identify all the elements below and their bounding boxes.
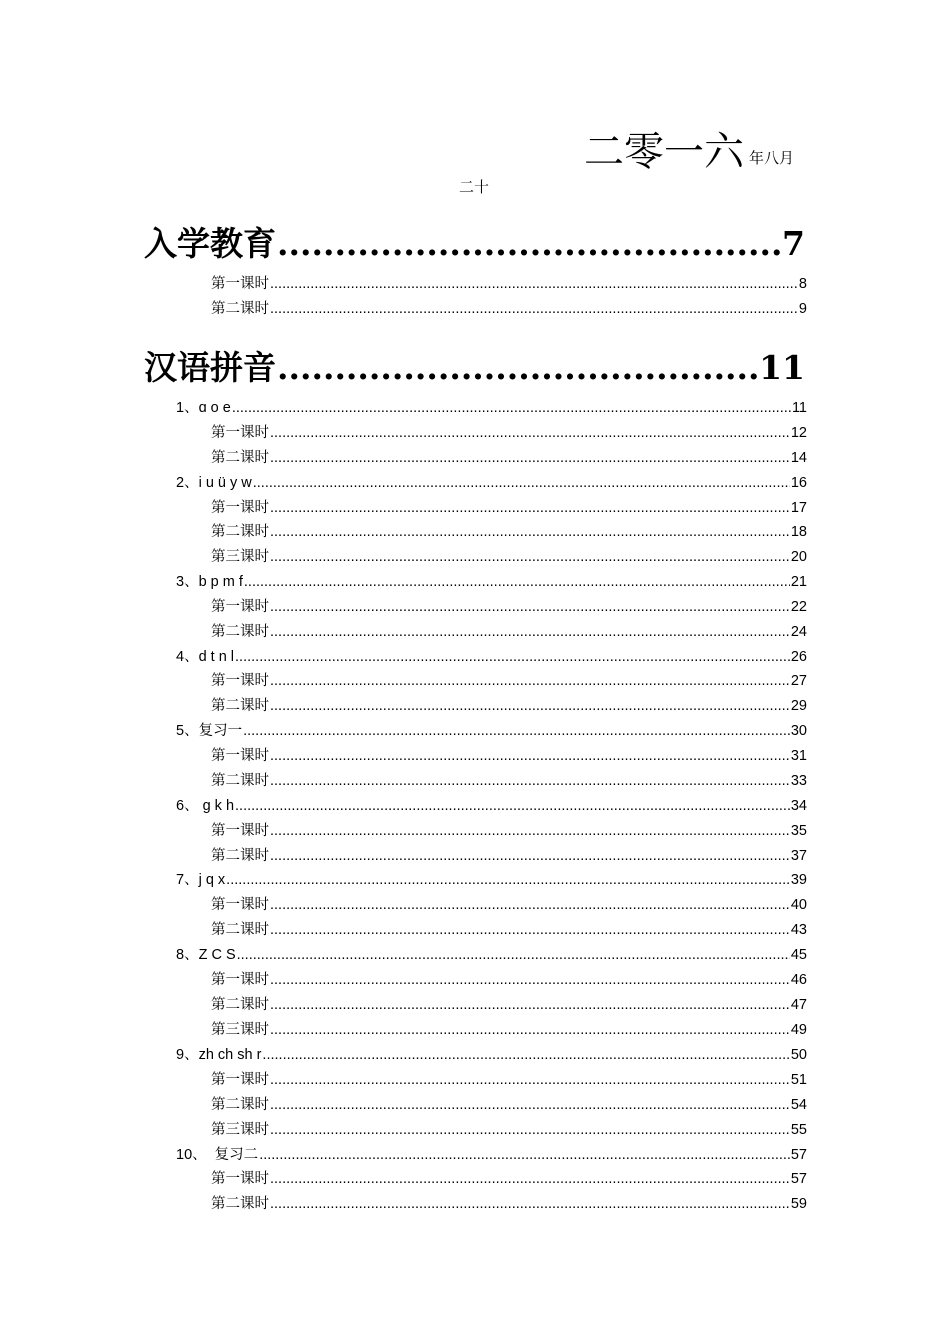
toc-lesson-title: 第一课时	[211, 897, 269, 913]
toc-lesson-page: 20	[790, 549, 807, 565]
toc-unit-title: 4、d t n l	[176, 649, 235, 665]
toc-lesson-page: 33	[790, 773, 807, 789]
toc-lesson-entry[interactable]	[211, 299, 807, 319]
toc-lesson-page: 18	[790, 524, 807, 540]
dot-leader	[270, 274, 798, 294]
toc-unit-title: 6、 ɡ k h	[176, 798, 235, 814]
toc-unit-page: 16	[790, 475, 807, 491]
toc-lesson-page: 31	[790, 748, 807, 764]
dot-leader	[270, 895, 790, 915]
toc-lesson-entry[interactable]	[211, 597, 807, 617]
toc-lesson-page: 29	[790, 698, 807, 714]
toc-lesson-entry[interactable]	[211, 821, 807, 841]
dot-leader	[226, 870, 790, 890]
toc-lesson-title: 第一课时	[211, 599, 269, 615]
toc-lesson-entry[interactable]	[211, 771, 807, 791]
toc-lesson-title: 第一课时	[211, 823, 269, 839]
toc-lesson-page: 37	[790, 848, 807, 864]
dot-leader	[232, 398, 791, 418]
dot-leader	[270, 547, 790, 567]
toc-unit-page: 11	[791, 400, 807, 416]
dot-leader	[270, 1120, 790, 1140]
toc-lesson-page: 35	[790, 823, 807, 839]
toc-lesson-page: 49	[790, 1022, 807, 1038]
toc-unit-entry[interactable]	[176, 945, 807, 965]
toc-lesson-title: 第三课时	[211, 549, 269, 565]
dot-leader	[270, 423, 790, 443]
dot-leader	[270, 1169, 790, 1189]
dot-leader	[277, 346, 758, 390]
toc-lesson-entry[interactable]	[211, 920, 807, 940]
toc-lesson-title: 第一课时	[211, 748, 269, 764]
toc-lesson-entry[interactable]	[211, 995, 807, 1015]
toc-lesson-page: 47	[790, 997, 807, 1013]
toc-lesson-entry[interactable]	[211, 1020, 807, 1040]
dot-leader	[270, 448, 790, 468]
toc-lesson-title: 第二课时	[211, 848, 269, 864]
dot-leader	[235, 796, 790, 816]
toc-heading-title: 汉语拼音	[144, 348, 276, 387]
toc-lesson-entry[interactable]	[211, 448, 807, 468]
dot-leader	[270, 1020, 790, 1040]
toc-heading-entry[interactable]	[144, 222, 805, 266]
toc-lesson-page: 17	[790, 500, 807, 516]
toc-lesson-title: 第二课时	[211, 1097, 269, 1113]
toc-lesson-title: 第一课时	[211, 276, 269, 292]
toc-lesson-entry[interactable]	[211, 522, 807, 542]
toc-lesson-entry[interactable]	[211, 671, 807, 691]
dot-leader	[270, 821, 790, 841]
dot-leader	[270, 622, 790, 642]
toc-lesson-entry[interactable]	[211, 1095, 807, 1115]
toc-lesson-title: 第一课时	[211, 425, 269, 441]
dot-leader	[270, 970, 790, 990]
toc-unit-title: 7、j q x	[176, 872, 226, 888]
toc-unit-page: 45	[790, 947, 807, 963]
toc-lesson-title: 第二课时	[211, 450, 269, 466]
date-month: 年八月	[749, 149, 795, 167]
toc-lesson-entry[interactable]	[211, 1169, 807, 1189]
dot-leader	[270, 498, 790, 518]
toc-lesson-entry[interactable]	[211, 423, 807, 443]
dot-leader	[277, 222, 781, 266]
toc-unit-title: 2、i u ü y w	[176, 475, 252, 491]
toc-lesson-page: 57	[790, 1171, 807, 1187]
toc-lesson-title: 第二课时	[211, 997, 269, 1013]
toc-unit-entry[interactable]	[176, 870, 807, 890]
dot-leader	[270, 522, 790, 542]
toc-lesson-title: 第二课时	[211, 301, 269, 317]
dot-leader	[235, 647, 790, 667]
dot-leader	[259, 1145, 790, 1165]
toc-lesson-title: 第二课时	[211, 1196, 269, 1212]
toc-lesson-entry[interactable]	[211, 622, 807, 642]
dot-leader	[253, 473, 790, 493]
toc-lesson-page: 24	[790, 624, 807, 640]
toc-lesson-page: 54	[790, 1097, 807, 1113]
toc-lesson-title: 第二课时	[211, 698, 269, 714]
toc-heading-page: 7	[782, 224, 805, 263]
toc-unit-title: 5、复习一	[176, 723, 243, 739]
toc-lesson-entry[interactable]	[211, 696, 807, 716]
toc-lesson-entry[interactable]	[211, 1070, 807, 1090]
toc-lesson-page: 59	[790, 1196, 807, 1212]
toc-lesson-entry[interactable]	[211, 274, 807, 294]
date-year: 二零一六	[584, 129, 744, 175]
toc-lesson-entry[interactable]	[211, 1194, 807, 1214]
date-day: 二十	[459, 178, 490, 196]
dot-leader	[244, 572, 790, 592]
toc-lesson-title: 第三课时	[211, 1022, 269, 1038]
toc-unit-entry[interactable]	[176, 398, 807, 418]
toc-lesson-entry[interactable]	[211, 1120, 807, 1140]
toc-lesson-entry[interactable]	[211, 846, 807, 866]
toc-lesson-entry[interactable]	[211, 746, 807, 766]
toc-unit-page: 26	[790, 649, 807, 665]
toc-lesson-title: 第二课时	[211, 524, 269, 540]
dot-leader	[270, 1095, 790, 1115]
toc-lesson-title: 第三课时	[211, 1122, 269, 1138]
toc-unit-entry[interactable]	[176, 647, 807, 667]
toc-unit-page: 30	[790, 723, 807, 739]
toc-unit-page: 34	[790, 798, 807, 814]
toc-unit-page: 57	[790, 1147, 807, 1163]
toc-lesson-title: 第二课时	[211, 624, 269, 640]
toc-lesson-title: 第一课时	[211, 1072, 269, 1088]
toc-lesson-title: 第一课时	[211, 500, 269, 516]
toc-unit-entry[interactable]	[176, 572, 807, 592]
toc-lesson-page: 14	[790, 450, 807, 466]
toc-unit-entry[interactable]	[176, 1045, 807, 1065]
dot-leader	[270, 920, 790, 940]
dot-leader	[270, 696, 790, 716]
toc-heading-title: 入学教育	[144, 224, 276, 263]
dot-leader	[270, 671, 790, 691]
dot-leader	[270, 771, 790, 791]
dot-leader	[270, 995, 790, 1015]
toc-lesson-page: 22	[790, 599, 807, 615]
dot-leader	[270, 846, 790, 866]
toc-heading-entry[interactable]	[144, 346, 805, 390]
toc-lesson-entry[interactable]	[211, 895, 807, 915]
toc-lesson-entry[interactable]	[211, 547, 807, 567]
dot-leader	[262, 1045, 789, 1065]
toc-heading-page: 11	[759, 348, 805, 387]
toc-lesson-page: 43	[790, 922, 807, 938]
toc-lesson-page: 51	[790, 1072, 807, 1088]
dot-leader	[243, 721, 790, 741]
toc-lesson-page: 27	[790, 673, 807, 689]
dot-leader	[270, 1070, 790, 1090]
toc-unit-title: 9、zh ch sh r	[176, 1047, 262, 1063]
toc-unit-title: 10、 复习二	[176, 1147, 259, 1163]
toc-lesson-title: 第一课时	[211, 1171, 269, 1187]
toc-lesson-page: 55	[790, 1122, 807, 1138]
dot-leader	[270, 299, 798, 319]
toc-lesson-entry[interactable]	[211, 498, 807, 518]
toc-lesson-title: 第一课时	[211, 972, 269, 988]
toc-lesson-page: 8	[798, 276, 807, 292]
toc-unit-entry[interactable]	[176, 796, 807, 816]
toc-lesson-page: 12	[790, 425, 807, 441]
toc-unit-page: 21	[790, 574, 807, 590]
toc-unit-title: 3、b p m f	[176, 574, 243, 590]
toc-lesson-title: 第二课时	[211, 922, 269, 938]
toc-lesson-title: 第一课时	[211, 673, 269, 689]
toc-unit-entry[interactable]	[176, 721, 807, 741]
dot-leader	[237, 945, 790, 965]
toc-lesson-title: 第二课时	[211, 773, 269, 789]
toc-unit-entry[interactable]	[176, 1145, 807, 1165]
toc-unit-page: 50	[790, 1047, 807, 1063]
toc-lesson-page: 40	[790, 897, 807, 913]
toc-lesson-entry[interactable]	[211, 970, 807, 990]
toc-unit-page: 39	[790, 872, 807, 888]
toc-unit-title: 8、Z C S	[176, 947, 236, 963]
toc-lesson-page: 46	[790, 972, 807, 988]
dot-leader	[270, 746, 790, 766]
dot-leader	[270, 1194, 790, 1214]
toc-unit-entry[interactable]	[176, 473, 807, 493]
toc-unit-title: 1、ɑ o e	[176, 400, 231, 416]
dot-leader	[270, 597, 790, 617]
toc-lesson-page: 9	[798, 301, 807, 317]
